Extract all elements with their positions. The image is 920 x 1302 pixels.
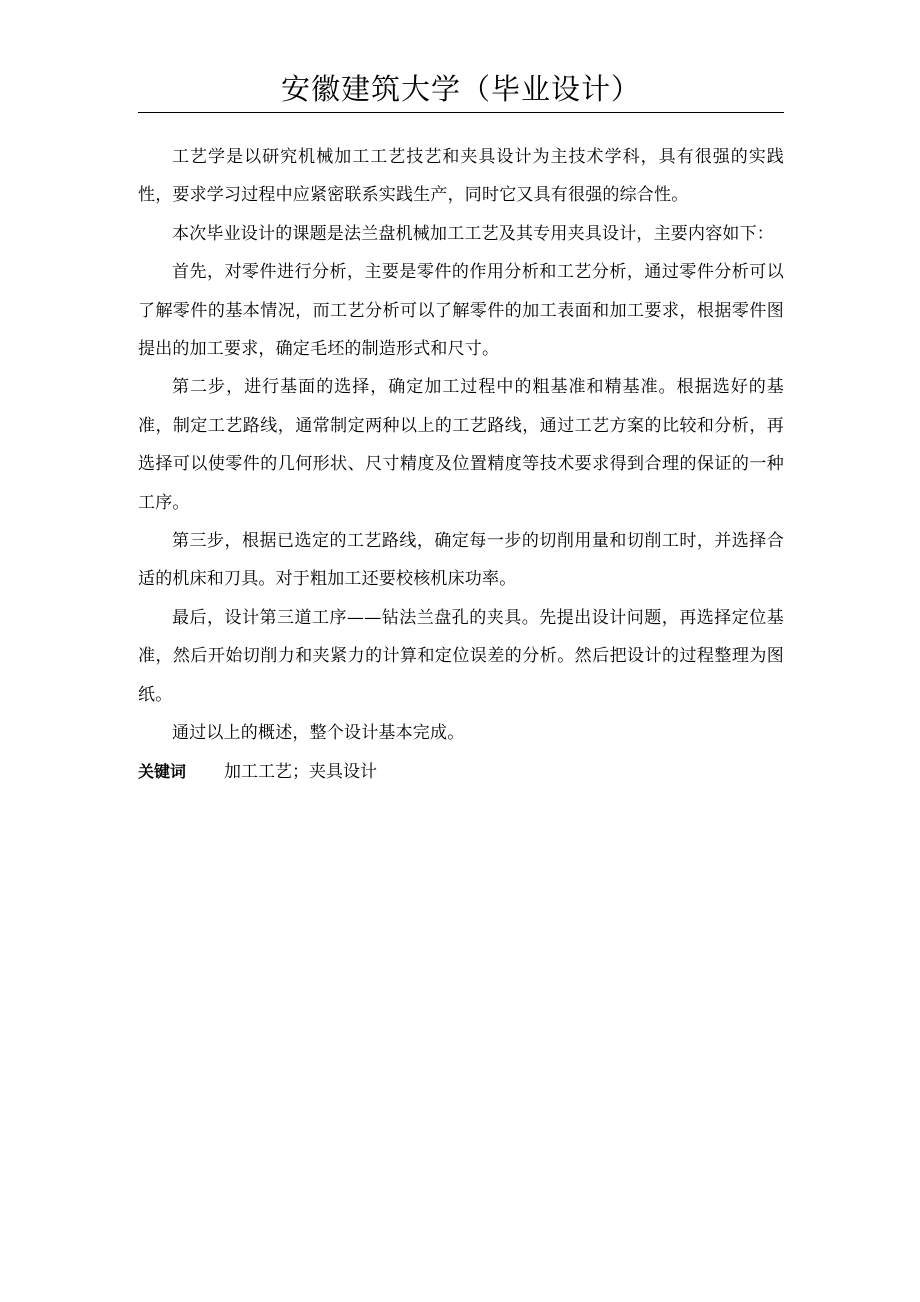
- page-header-title: 安徽建筑大学（毕业设计）: [280, 72, 641, 106]
- paragraph-final-step: 最后，设计第三道工序——钻法兰盘孔的夹具。先提出设计问题，再选择定位基准，然后开始切削力和夹紧力的计算和定位误差的分析。然后把设计的过程整理为图纸。: [138, 607, 784, 705]
- page-header: [138, 66, 784, 113]
- keywords-line: [138, 753, 784, 791]
- keywords-value: 加工工艺；夹具设计: [224, 761, 377, 782]
- body-text: [138, 138, 784, 791]
- keywords-label: 关键词: [138, 761, 187, 781]
- paragraph-intro: 工艺学是以研究机械加工工艺技艺和夹具设计为主技术学科，具有很强的实践性，要求学习过程中应紧密联系实践生产，同时它又具有很强的综合性。: [138, 147, 784, 206]
- paragraph-summary: 通过以上的概述，整个设计基本完成。: [172, 723, 465, 744]
- paragraph-step-2: 第二步，进行基面的选择，确定加工过程中的粗基准和精基准。根据选好的基准，制定工艺路线，通常制定两种以上的工艺路线，通过工艺方案的比较和分析，再选择可以使零件的几何形状、尺寸精度及位置精度等技术要求得到合理的保证的一种工序。: [138, 377, 784, 513]
- paragraph-step-1: 首先，对零件进行分析，主要是零件的作用分析和工艺分析，通过零件分析可以了解零件的基本情况，而工艺分析可以了解零件的加工表面和加工要求，根据零件图提出的加工要求，确定毛坯的制造形式和尺寸。: [138, 262, 784, 360]
- paragraph-step-3: 第三步，根据已选定的工艺路线，确定每一步的切削用量和切削工时，并选择合适的机床和刀具。对于粗加工还要校核机床功率。: [138, 531, 784, 590]
- paragraph-topic: 本次毕业设计的课题是法兰盘机械加工工艺及其专用夹具设计，主要内容如下：: [172, 223, 774, 244]
